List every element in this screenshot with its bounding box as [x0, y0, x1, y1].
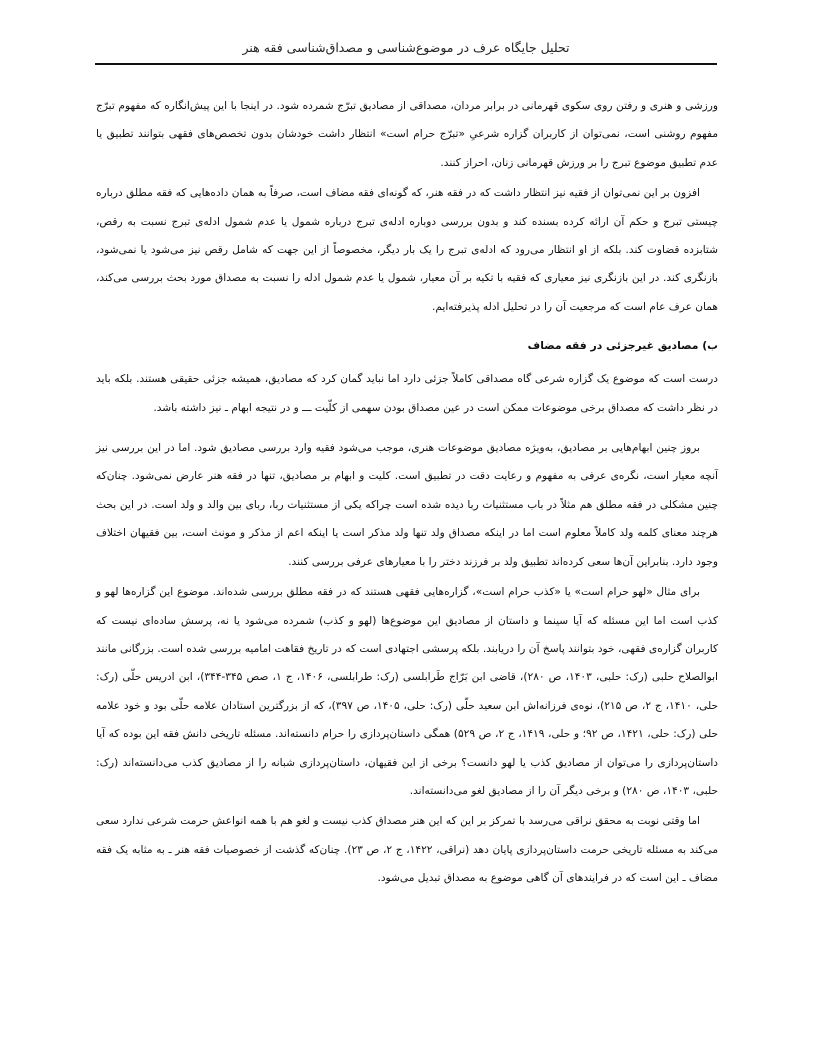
header-rule [95, 63, 717, 64]
running-header: تحلیل جایگاه عرف در موضوع‌شناسی و مصداق‌شناسی فقه هنر [242, 40, 570, 55]
spacer [96, 424, 718, 434]
paragraph-1: ورزشی و هنری و رفتن روی سکوی قهرمانی در برابر مردان، مصداقی از مصادیق تبرّج شمرده شود. در اینجا با این پیش‌انگاره که مفهوم تبرّج مفهوم روشنی است، نمی‌توان از کاربران گزاره شرعیِ «تبرّج حرام است» انتظار داشت خودشان بدون تخصص‌های فقهی بتوانند تطبیق یا عدم تطبیق موضوع تبرج را بر ورزش قهرمانی زنان، احراز کنند. [96, 100, 718, 169]
paragraph-3: درست است که موضوع یک گزاره شرعی گاه مصداقی کاملاً جزئی دارد اما نباید گمان کرد که مصادیق، همیشه جزئی حقیقی هستند. بلکه باید در نظر داشت که مصداق برخی موضوعات ممکن است در عین مصداق بودن سهمی از کلّیت ـــ و در نتیجه ابهام ـ نیز داشته باشد. [96, 373, 718, 414]
paragraph-4: بروز چنین ابهام‌هایی بر مصادیق، به‌ویژه مصادیق موضوعات هنری، موجب می‌شود فقیه وارد بررسی مصادیق شود. اما در این بررسی نیز آنچه معیار است، نگره‌ی عرفی به مفهوم و رعایت دقت در تطبیق است. کلیت و ابهام بر مصادیق، تنها در فقه هنر عارض نمی‌شود. چنان‌که چنین مشکلی در فقه مطلق هم مثلاً در باب مستثنیات ربا دیده شده است چراکه یکی از مستثنیات ربا، ربای بین والد و ولد است. در این بحث هرچند معنای کلمه ولد کاملاً معلوم است اما در اینکه مصداق ولد تنها ولد مذکر است یا اینکه اعم از مذکر و مونث است، بین فقیهان اختلاف وجود دارد. بنابراین آن‌ها سعی کرده‌اند تطبیق ولد بر فرزند دختر را با معیارهای عرفی بررسی کنند. [96, 442, 718, 568]
paragraph-5: برای مثال «لهو حرام است» یا «کذب حرام است»، گزاره‌هایی فقهی هستند که در فقه مطلق بررسی شده‌اند. موضوع این گزاره‌ها لهو و کذب است اما این مسئله که آیا سینما و داستان از مصادیق این موضوع‌ها (لهو و کذب) شمرده می‌شود یا نه، پرسش ساده‌ای نیست که کاربران گزاره‌ی فقهی، خود بتوانند پاسخ آن را دریابند. بلکه پرسشی اجتهادی است که در تاریخ فقاهت امامیه بررسی شده است. بزرگانی مانند ابوالصلاح حلبی (رک: حلبی، ۱۴۰۳، ص ۲۸۰)، قاضی ابن بَرّاج طَرابلسی (رک: طرابلسی، ۱۴۰۶، ج ۱، صص ۳۴۵-۳۴۴)، ابن ادریس حلّی (رک: حلی، ۱۴۱۰، ج ۲، ص ۲۱۵)، نوه‌ی فرزانه‌اش ابن سعید حلّی (رک: حلی، ۱۴۰۵، ص ۳۹۷)، که از بزرگترین استادان علامه حلّی بود و خود علامه حلی (رک: حلی، ۱۴۲۱، ص ۹۲؛ و حلی، ۱۴۱۹، ج ۲، ص ۵۲۹) همگی داستان‌پردازی را حرام دانسته‌اند. مسئله تاریخی دانش فقه این بوده که آیا داستان‌پردازی را می‌توان از مصادیق کذب یا لهو دانست؟ برخی از این فقیهان، داستان‌پردازی شبانه را از مصادیق کذب می‌دانسته‌اند (رک: حلبی، ۱۴۰۳، ص ۲۸۰) و برخی دیگر آن را از مصادیق لغو می‌دانسته‌اند. [96, 586, 719, 797]
paragraph-6: اما وقتی نوبت به محقق نراقی می‌رسد با تمرکز بر این که این هنر مصداق کذب نیست و لغو هم با همه انواعش حرمت شرعی ندارد سعی می‌کند به مسئله تاریخی حرمت داستان‌پردازی پایان دهد (نراقی، ۱۴۲۲، ج ۲، ص ۲۳). چنان‌که گذشت از خصوصیات فقه هنر ـ به مثابه یک فقه مضاف ـ این است که در فرایندهای آن گاهی موضوع به مصداق تبدیل می‌شود. [96, 815, 718, 885]
section-heading: ب) مصادیق غیرجزئی در فقه مضاف [527, 339, 718, 353]
body-text [96, 92, 718, 895]
paragraph-2: افزون بر این نمی‌توان از فقیه نیز انتظار داشت که در فقه هنر، که گونه‌ای فقه مضاف است، صرفاً به همان داده‌هایی که فقه مطلق درباره چیستی تبرج و حکم آن ارائه کرده بسنده کند و بدون بررسی دوباره ادله‌ی تبرج درباره شمول یا عدم شمول ادله‌ی تبرج نسبت به رقص، شتابزده قضاوت کند. بلکه از او انتظار می‌رود که ادله‌ی تبرج را یک بار دیگر، مخصوصاً از این جهت که شامل رقص نیز می‌شود یا نمی‌شود، بازنگری کند. در این بازنگری نیز معیاری که فقیه با تکیه بر آن معیار، شمول یا عدم شمول ادله را نسبت به مصداق مورد بحث بررسی می‌کند، همان عرف عام است که مرجعیت آن را در تحلیل ادله پذیرفته‌ایم. [96, 187, 718, 313]
